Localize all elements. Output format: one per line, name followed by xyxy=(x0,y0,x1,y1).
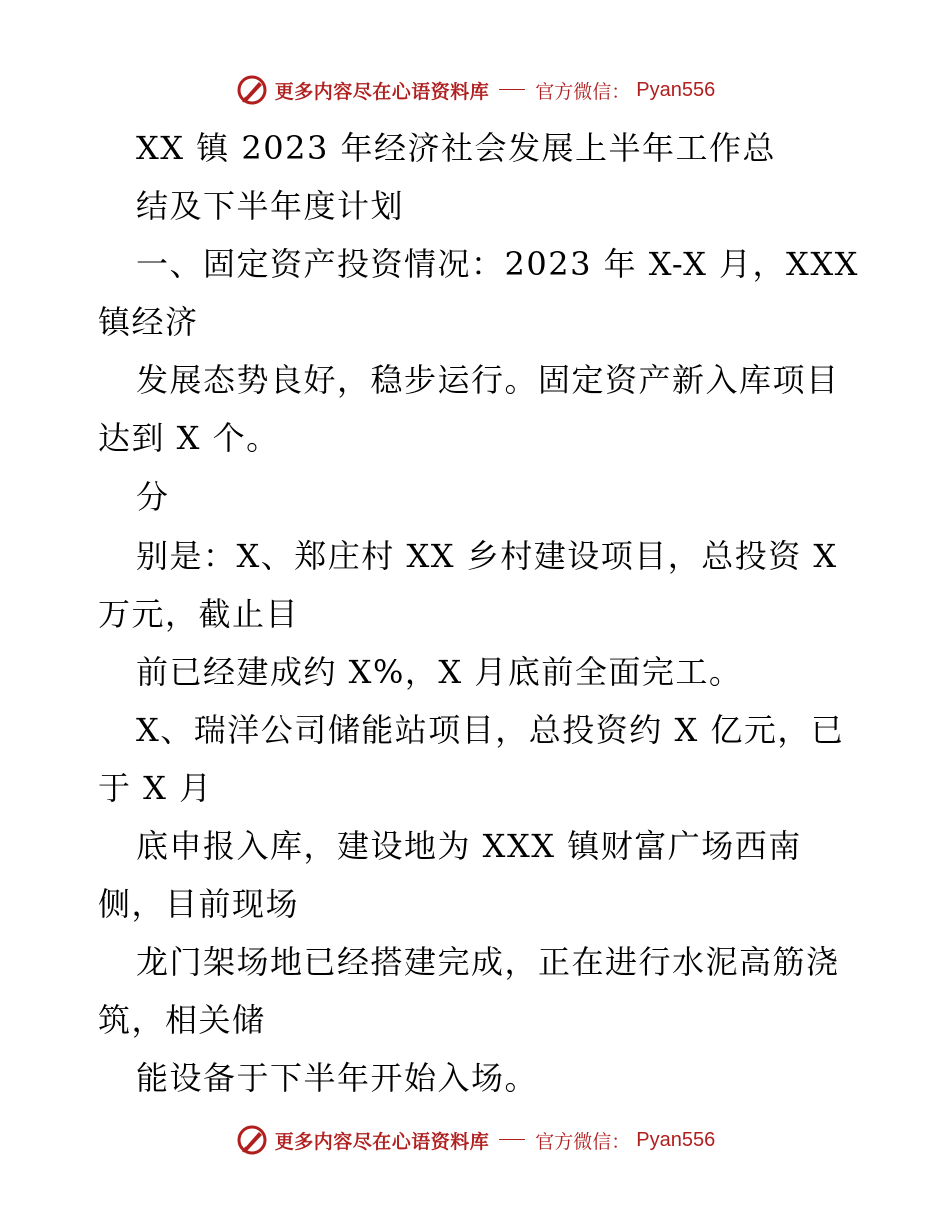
doc-line: 发展态势良好，稳步运行。固定资产新入库项目 xyxy=(136,361,840,399)
doc-line: 分 xyxy=(136,478,170,516)
watermark-label: 官方微信： xyxy=(535,80,631,103)
watermark-wechat-id: Pyan556 xyxy=(636,78,716,101)
watermark-text: 更多内容尽在心语资料库 xyxy=(274,1130,490,1153)
doc-line: 底申报入库，建设地为 XXX 镇财富广场西南 xyxy=(136,827,802,865)
footer-watermark xyxy=(0,1120,950,1160)
doc-line: 于 X 月 xyxy=(98,769,213,807)
doc-line: 龙门架场地已经搭建完成，正在进行水泥高筋浇 xyxy=(136,943,840,981)
quill-logo-icon xyxy=(235,73,269,107)
doc-line: 筑，相关储 xyxy=(98,1001,266,1039)
watermark-label: 官方微信： xyxy=(535,1130,631,1153)
doc-line: 镇经济 xyxy=(98,303,199,341)
watermark-dash xyxy=(499,89,525,90)
doc-title-line-2: 结及下半年度计划 xyxy=(136,187,405,225)
watermark-wechat-id: Pyan556 xyxy=(636,1128,716,1151)
doc-line: X、瑞洋公司储能站项目，总投资约 X 亿元，已 xyxy=(136,711,845,749)
quill-logo-icon xyxy=(235,1123,269,1157)
header-watermark xyxy=(0,70,950,110)
doc-line: 侧，目前现场 xyxy=(98,885,300,923)
watermark-text: 更多内容尽在心语资料库 xyxy=(274,80,490,103)
watermark-dash xyxy=(499,1139,525,1140)
doc-line: 前已经建成约 X%，X 月底前全面完工。 xyxy=(136,653,743,691)
doc-title-line-1: XX 镇 2023 年经济社会发展上半年工作总 xyxy=(136,129,777,167)
doc-line: 别是：X、郑庄村 XX 乡村建设项目，总投资 X xyxy=(136,537,838,575)
doc-line: 一、固定资产投资情况：2023 年 X-X 月，XXX xyxy=(136,245,859,283)
doc-line: 万元，截止目 xyxy=(98,595,300,633)
doc-line: 达到 X 个。 xyxy=(98,419,280,457)
doc-line: 能设备于下半年开始入场。 xyxy=(136,1059,539,1097)
